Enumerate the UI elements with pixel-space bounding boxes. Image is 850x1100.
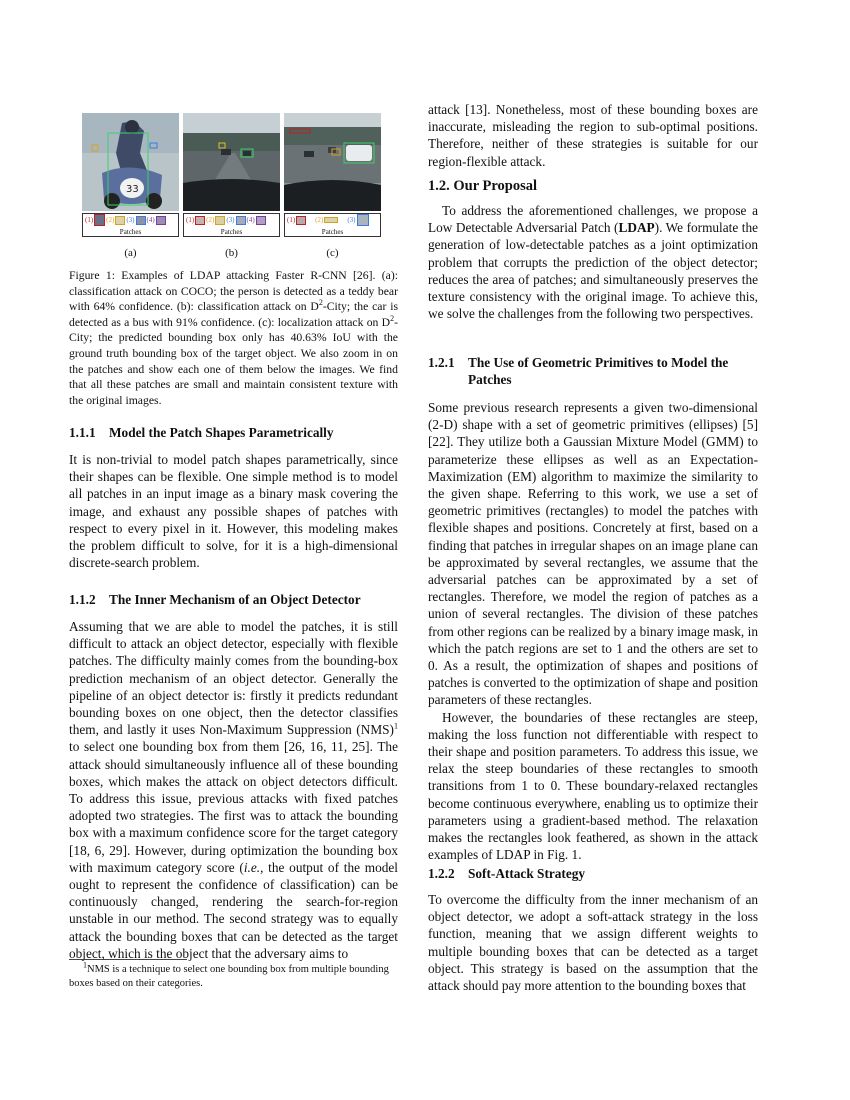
- patches-strip: [82, 213, 179, 237]
- patch-thumbnail: [357, 214, 369, 226]
- city-road-photo: [183, 113, 280, 211]
- caption-text: -City; the car is detected as a bus with 91% confidence. (c): localization attack on D: [69, 300, 398, 329]
- patch-number: (2): [315, 216, 324, 224]
- section-number: 1.2.: [428, 178, 450, 194]
- section-title: Our Proposal: [453, 178, 538, 194]
- patch-number: (1): [186, 216, 195, 224]
- patch-number: (2): [206, 216, 215, 224]
- patch-number: (1): [287, 216, 296, 224]
- patch-thumbnail: [236, 216, 246, 225]
- patches-label: Patches: [321, 228, 344, 236]
- paragraph-text: ). We formulate the generation of low-detectable patches as a joint optimization problem that corrupts the prediction of the object detector; reduces the area of patches; and simultaneously preserves the texture consistency with the original image. To achieve this, we solve the challenges from the following two perspectives.: [428, 220, 758, 322]
- section-1-2-2: [428, 866, 758, 883]
- motorcycle-rider-photo: [82, 113, 179, 211]
- patch-number: (2): [106, 216, 115, 224]
- svg-text:33: 33: [126, 184, 139, 195]
- section-heading: [69, 425, 398, 442]
- continued-paragraph: [428, 101, 758, 170]
- patches-strip: [183, 213, 280, 237]
- section-heading: [428, 178, 758, 195]
- footnote-mark: 1: [83, 960, 87, 970]
- italic-text: i.e.: [243, 859, 261, 875]
- patch-number: (4): [246, 216, 255, 224]
- superscript: 2: [318, 298, 323, 308]
- figure-panel-a: [82, 113, 179, 259]
- section-1-2-body: [428, 202, 758, 322]
- patch-thumbnail: [94, 214, 105, 226]
- paragraph: attack [13]. Nonetheless, most of these bounding boxes are inaccurate, misleading the region to sub-optimal positions. Therefore, neither of these strategies is suitable for our region-flexible attack.: [428, 102, 758, 169]
- paragraph: However, the boundaries of these rectangles are steep, making the loss function not differentiable with respect to their shape and position parameters. To address this issue, we relax the steep boundaries of these rectangles to smooth transitions from 1 to 0. These boundary-relaxed rectangles become continuous everywhere, enabling us to optimize their parameters using a gradient-based method. The relaxation makes the rectangles look feathered, as shown in the attack examples of LDAP in Fig. 1.: [428, 709, 758, 863]
- section-title: Soft-Attack Strategy: [468, 866, 586, 881]
- paragraph-text: Assuming that we are able to model the patches, it is still difficult to attack an object detector, especially with flexible patches. The difficulty mainly comes from the bounding-box prediction mechanism of an object detector. Generally the pipeline of an object detector is: firstly it predicts redundant bounding boxes on one object, then the detector classifies them, and lastly it uses Non-Maximum Suppression (NMS): [69, 619, 398, 738]
- section-1-1-2-body: [69, 618, 398, 962]
- section-number: 1.2.2: [428, 866, 455, 881]
- patches-label: Patches: [119, 228, 142, 236]
- section-heading: [428, 355, 758, 388]
- paragraph-text: , the output of the model ought to represent the confidence of classification) can be continuously changed, rendering the search-for-region unstable in our method. The second strategy was to equally attack the bounding boxes that can be detected as the target object, which is the object that the adversary aims to: [69, 859, 398, 961]
- paragraph: To overcome the difficulty from the inner mechanism of an object detector, we adopt a soft-attack strategy in the loss function, meaning that we assign different weights to multiple bounding boxes that can be detected as a target object. This strategy is based on the assumption that the attack should pay more attention to the bounding boxes that: [428, 892, 758, 994]
- bold-text: LDAP: [618, 220, 655, 236]
- footnote: [69, 960, 398, 990]
- section-1-2-1: [428, 355, 758, 388]
- figure-panel-b: [183, 113, 280, 259]
- section-1-1-2: [69, 592, 398, 609]
- city-traffic-photo: [284, 113, 381, 211]
- section-1-2-1-body: [428, 399, 758, 863]
- paragraph: It is non-trivial to model patch shapes parametrically, since their shapes can be flexible. One simple method is to model all patches in an input image as a binary mask covering the image, and exhaust any possible shapes of patches with respect to every pixel in it. However, this modeling makes the problem difficult to solve, for it is a high-dimensional discrete-search problem.: [69, 452, 398, 571]
- section-1-1-1: [69, 425, 398, 442]
- patch-number: (3): [347, 216, 356, 224]
- panel-label: (a): [124, 247, 137, 259]
- paragraph: [69, 618, 398, 962]
- section-number: 1.1.1: [69, 425, 96, 440]
- caption-text: -City; the predicted bounding box only has 40.63% IoU with the ground truth bounding box of the target object. We also zoom in on the patches and show each one of them below the images. We find that all these patches are small and maintain consistent texture with the original images.: [69, 315, 398, 407]
- patch-thumbnail: [296, 216, 306, 225]
- section-number: 1.1.2: [69, 592, 96, 607]
- superscript: 2: [390, 313, 395, 323]
- patch-thumbnail: [195, 216, 205, 225]
- patches-label: Patches: [220, 228, 243, 236]
- paragraph: Some previous research represents a given two-dimensional (2-D) shape with a set of geometric primitives (ellipses) [5][22]. They utilize both a Gaussian Mixture Model (GMM) to parameterize these ellipses as well as an Expectation-Maximization (EM) algorithm to maximize the similarity to the given shape. Referring to this work, we use a set of geometric primitives (rectangles) to model the patches with flexible shapes and positions. Concretely at first, based on a finding that patches in irregular shapes on an image plane can be approximated by several rectangles, we assume that the adversarial patches can be approximated by a set of rectangles. Therefore, we model the region of patches as a union of several rectangles. The division of these patches from other regions can be realized by a binary image mask, in which the patch regions are set to 1 and the others are set to 0. As a result, the optimization of shapes and positions of patches is converted to the optimization of shape and position parameters of these rectangles.: [428, 400, 758, 708]
- patch-thumbnail: [324, 217, 338, 223]
- section-title: Model the Patch Shapes Parametrically: [109, 425, 334, 440]
- figure-caption: [69, 268, 398, 408]
- patch-thumbnail: [256, 216, 266, 225]
- section-title: The Inner Mechanism of an Object Detector: [109, 592, 361, 607]
- section-heading: [69, 592, 398, 609]
- section-heading: [428, 866, 758, 883]
- section-1-1-1-body: [69, 451, 398, 571]
- paragraph-text: To address the aforementioned challenges, we propose a Low Detectable Adversarial Patch (: [428, 203, 758, 236]
- footnote-mark: 1: [394, 721, 398, 731]
- patch-thumbnail: [215, 216, 225, 225]
- section-number: 1.2.1: [428, 355, 455, 370]
- section-1-2-2-body: [428, 891, 758, 994]
- patches-strip: [284, 213, 381, 237]
- figure-panel-c: [284, 113, 381, 259]
- patch-number: (3): [226, 216, 235, 224]
- paragraph-text: to select one bounding box from them [26, 16, 11, 25]. The attack should simultaneously influence all of these bounding boxes, which makes the attack on object detectors difficult. To address this issue, previous attacks with fixed patches adopted two strategies. The first was to attack the bounding box with a maximum confidence score for the target category [18, 6, 29]. However, during optimization the bounding box with maximum category score (: [69, 739, 398, 875]
- footnote-text: NMS is a technique to select one bounding box from multiple bounding boxes based on their categories.: [69, 964, 389, 989]
- patch-thumbnail: [156, 216, 166, 225]
- caption-text: Figure 1: Examples of LDAP attacking Faster R-CNN [26]. (a): classification attack on COCO; the person is detected as a teddy bear with 64% confidence. (b): classification attack on D: [69, 269, 398, 314]
- panel-label: (b): [225, 247, 238, 259]
- patch-number: (1): [85, 216, 94, 224]
- section-title: The Use of Geometric Primitives to Model the Patches: [468, 355, 729, 387]
- paragraph: [428, 202, 758, 322]
- section-1-2: [428, 178, 758, 195]
- patch-number: (4): [146, 216, 155, 224]
- panel-label: (c): [326, 247, 339, 259]
- patch-thumbnail: [136, 216, 146, 225]
- patch-thumbnail: [115, 216, 125, 225]
- patch-number: (3): [126, 216, 135, 224]
